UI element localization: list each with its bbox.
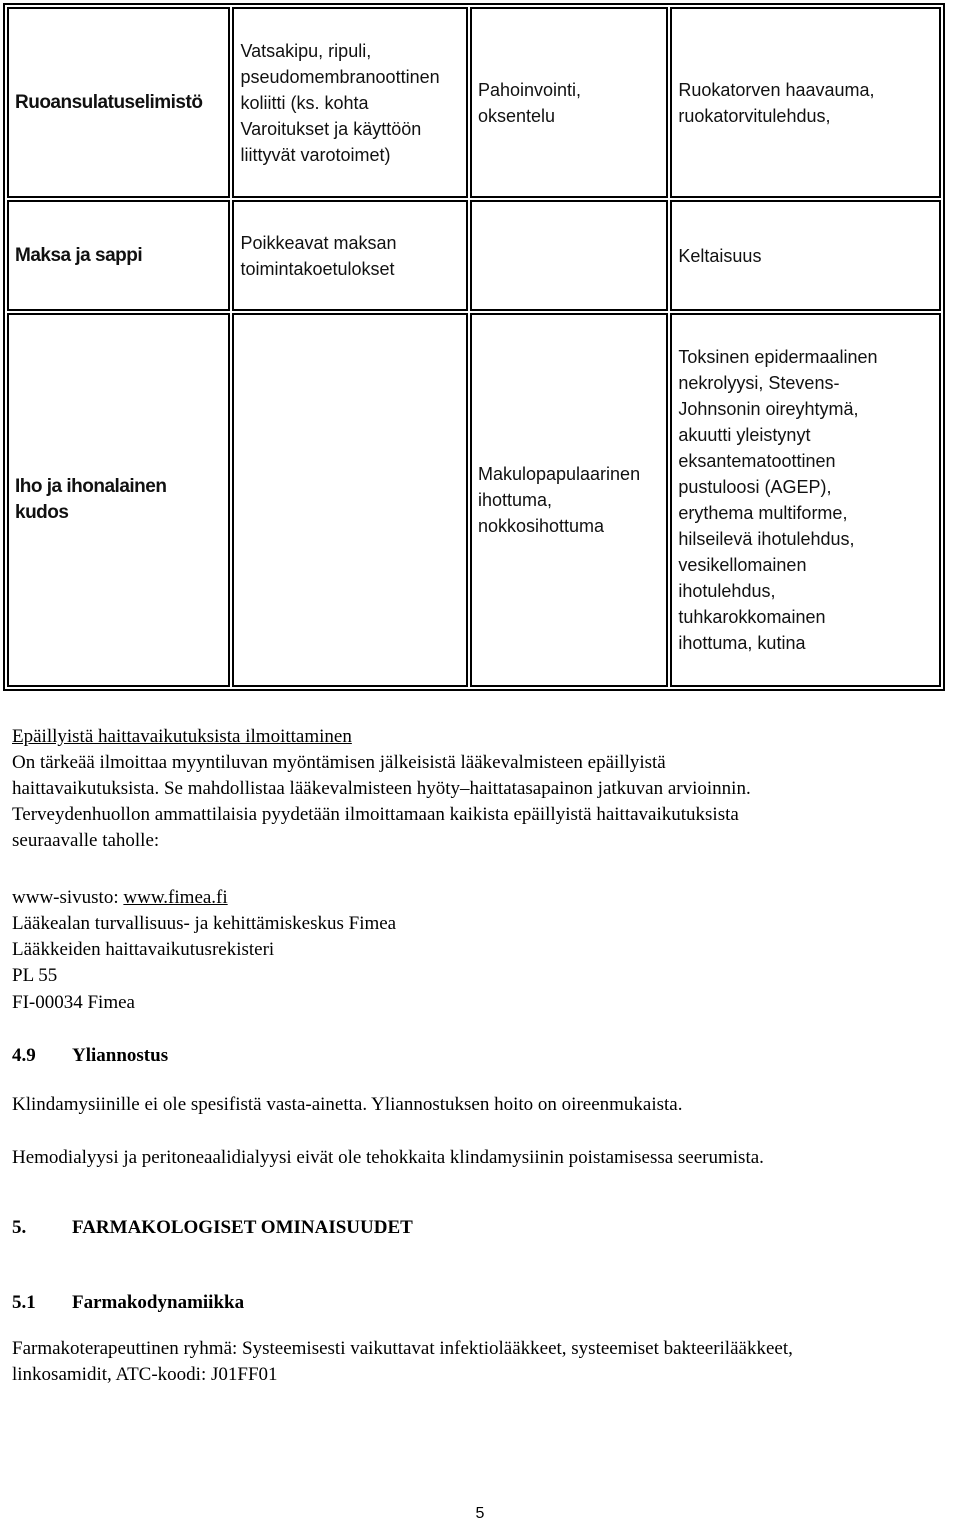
address-line: PL 55 [12,965,58,986]
common-cell: Poikkeavat maksan toimintakoetulokset [232,200,468,311]
table-row [7,313,941,687]
address-line: Lääkealan turvallisuus- ja kehittämiskeskus Fimea [12,913,397,934]
common-cell: Vatsakipu, ripuli, pseudomembranoottinen koliitti (ks. kohta Varoitukset ja käyttöön liittyvät varotoimet) [232,7,468,198]
page-number: 5 [475,1505,485,1522]
section-number: 5.1 [12,1292,36,1313]
section-title: Farmakodynamiikka [72,1292,245,1313]
atc-code-line: linkosamidit, ATC-koodi: J01FF01 [12,1364,278,1385]
reporting-heading: Epäillyistä haittavaikutuksista ilmoittaminen [12,726,352,747]
unknown-frequency-cell: Toksinen epidermaalinen nekrolyysi, Stevens- Johnsonin oireyhtymä, akuutti yleistynyt eksantematoottinen pustuloosi (AGEP), erythema multiforme, hilseilevä ihotulehdus, vesikellomainen ihotulehdus, tuhkarokkomainen ihottuma, kutina [670,313,941,687]
common-cell [232,313,468,687]
section-5-heading [12,1215,413,1241]
reporting-line: haittavaikutuksista. Se mahdollistaa lääkevalmisteen hyöty–haittatasapainon jatkuvan arvioinnin. [12,778,751,799]
section-5-1-heading [12,1290,244,1316]
section-title: Yliannostus [72,1045,169,1066]
unknown-frequency-cell: Ruokatorven haavauma, ruokatorvitulehdus, [670,7,941,198]
uncommon-cell: Pahoinvointi, oksentelu [470,7,668,198]
website-label: www-sivusto: [12,887,124,908]
table-row [7,7,941,198]
table-row [7,200,941,311]
organ-class-cell: Ruoansulatuselimistö [7,7,230,198]
section-4-9-heading [12,1043,168,1069]
fimea-link[interactable]: www.fimea.fi [123,887,228,908]
overdose-paragraph-2: Hemodialyysi ja peritoneaalidialyysi eivät ole tehokkaita klindamysiinin poistamisessa seerumista. [12,1147,764,1168]
uncommon-cell: Makulopapulaarinen ihottuma, nokkosihottuma [470,313,668,687]
reporting-line: Terveydenhuollon ammattilaisia pyydetään ilmoittamaan kaikista epäillyistä haittavaikutuksista [12,804,739,825]
address-line: FI-00034 Fimea [12,992,135,1013]
overdose-paragraph-1: Klindamysiinille ei ole spesifistä vasta-ainetta. Yliannostuksen hoito on oireenmukaista. [12,1094,683,1115]
website-line [12,885,228,911]
reporting-line: On tärkeää ilmoittaa myyntiluvan myöntämisen jälkeisistä lääkevalmisteen epäillyistä [12,752,666,773]
reporting-line: seuraavalle taholle: [12,830,160,851]
unknown-frequency-cell: Keltaisuus [670,200,941,311]
pharmacotherapeutic-group-line: Farmakoterapeuttinen ryhmä: Systeemisesti vaikuttavat infektiolääkkeet, systeemiset bakteerilääkkeet, [12,1338,793,1359]
organ-class-cell: Maksa ja sappi [7,200,230,311]
address-line: Lääkkeiden haittavaikutusrekisteri [12,939,275,960]
section-number: 4.9 [12,1045,36,1066]
uncommon-cell [470,200,668,311]
adverse-reactions-table [3,3,945,691]
organ-class-cell: Iho ja ihonalainen kudos [7,313,230,687]
section-title: FARMAKOLOGISET OMINAISUUDET [72,1217,413,1238]
section-number: 5. [12,1217,27,1238]
